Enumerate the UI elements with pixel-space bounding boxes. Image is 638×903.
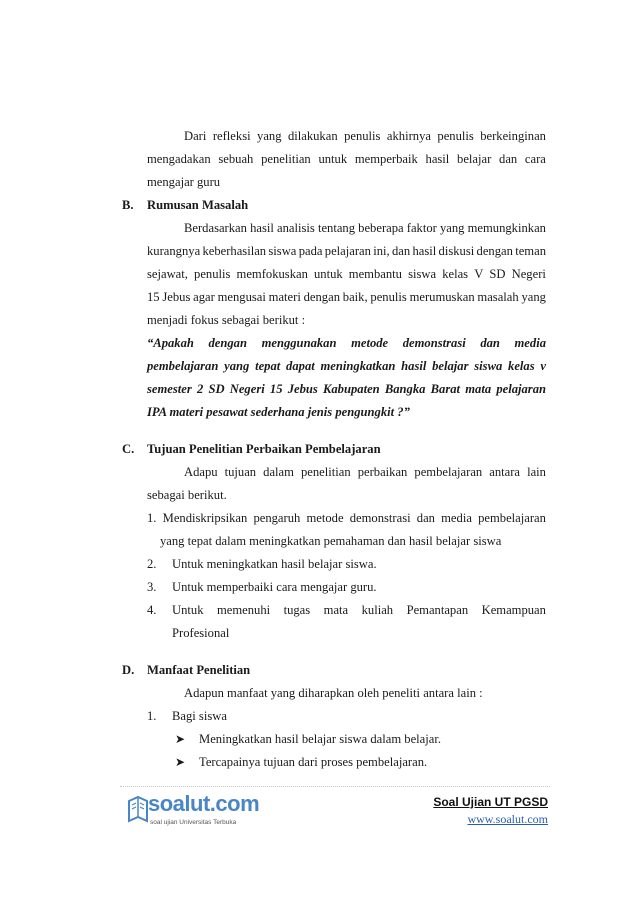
benefit-bullet-1: Meningkatkan hasil belajar siswa dalam belajar. (199, 732, 441, 746)
soalut-logo (126, 793, 276, 833)
word: dan (480, 336, 500, 350)
word: memungkinkan (467, 221, 546, 235)
word: Untuk (172, 603, 204, 617)
word: penulis (194, 267, 231, 281)
benefit-1-number: 1. (147, 709, 157, 723)
section-b-letter: B. (122, 198, 134, 212)
word: yang (224, 359, 250, 373)
word: kelas (442, 267, 469, 281)
word: Pemantapan (406, 603, 469, 617)
objective-4-number: 4. (147, 603, 157, 617)
word: pengaruh (253, 511, 301, 525)
word: mengadakan (147, 152, 211, 166)
word: Dari (184, 129, 207, 143)
word: pelajaran (324, 244, 371, 258)
word: v (540, 359, 546, 373)
word: teman (515, 244, 546, 258)
section-b-line1 (184, 220, 546, 236)
word: yang (521, 290, 546, 304)
word: penelitian (300, 465, 351, 479)
word: pada (298, 244, 323, 258)
word: 15 (147, 290, 160, 304)
word: penelitian (261, 152, 311, 166)
para1-line2 (147, 151, 546, 167)
word: Jebus (287, 382, 318, 396)
word: pembelajaran (147, 359, 219, 373)
word: lain (527, 465, 546, 479)
word: hasil (250, 221, 274, 235)
word: ini, (373, 244, 390, 258)
word: tentang (317, 221, 356, 235)
word: hasil (425, 152, 450, 166)
word: kelas (508, 359, 535, 373)
word: perbaikan (357, 465, 408, 479)
section-d-letter: D. (122, 663, 135, 677)
logo-tagline: soal ujian Universitas Terbuka (150, 819, 237, 826)
section-b-line4 (147, 289, 546, 305)
word: agar (193, 290, 215, 304)
word: akhirnya (386, 129, 431, 143)
footer-url-link[interactable]: www.soalut.com (467, 812, 548, 826)
objective-4-line2: Profesional (172, 626, 230, 640)
logo-wordmark: soalut.com (148, 791, 260, 816)
word: sejawat, (147, 267, 188, 281)
word: dengan (208, 336, 247, 350)
word: siswa (268, 244, 297, 258)
word: sebuah (218, 152, 254, 166)
benefit-bullet-2: Tercapainya tujuan dari proses pembelajaran. (199, 755, 428, 769)
word: media (441, 511, 472, 525)
word: tujuan (224, 465, 257, 479)
footer-title: Soal Ujian UT PGSD (433, 795, 548, 809)
section-c-line2: sebagai berikut. (147, 488, 227, 502)
word: siswa (408, 267, 437, 281)
word: V (474, 267, 484, 281)
objective-3-text: Untuk memperbaiki cara mengajar guru. (172, 580, 377, 594)
research-question-line2 (147, 358, 546, 374)
word: Negeri (229, 382, 265, 396)
research-question-line1 (147, 335, 546, 351)
word: tugas (283, 603, 311, 617)
word: Kabupaten (322, 382, 380, 396)
word: SD (489, 267, 506, 281)
word: semester (147, 382, 192, 396)
word: meningkatkan (320, 359, 396, 373)
word: “Apakah (147, 336, 194, 350)
word: beberapa (358, 221, 404, 235)
word: dapat (286, 359, 315, 373)
footer-divider (120, 786, 550, 787)
word: menggunakan (261, 336, 337, 350)
word: hasil (412, 244, 437, 258)
section-d-intro: Adapun manfaat yang diharapkan oleh peneliti antara lain : (184, 686, 483, 700)
word: baik, (342, 290, 368, 304)
arrow-bullet-icon: ➤ (175, 755, 186, 769)
word: metode (306, 511, 344, 525)
word: untuk (318, 152, 348, 166)
objective-1-line1 (147, 510, 546, 526)
word: pembelajaran (414, 465, 483, 479)
word: 1. (147, 511, 157, 525)
word: siswa (474, 359, 503, 373)
arrow-bullet-icon: ➤ (175, 732, 186, 746)
objective-1-line2: yang tepat dalam meningkatkan pemahaman dan hasil belajar siswa (160, 534, 502, 548)
word: dilakukan (287, 129, 338, 143)
word: Kemampuan (481, 603, 546, 617)
word: mengusai (217, 290, 266, 304)
word: memenuhi (216, 603, 271, 617)
word: antara (489, 465, 521, 479)
para1-line1 (184, 128, 546, 144)
word: SD (208, 382, 225, 396)
word: cara (524, 152, 546, 166)
word: belajar (432, 359, 469, 373)
word: belajar (457, 152, 492, 166)
word: penulis (370, 290, 407, 304)
word: Berdasarkan (184, 221, 247, 235)
word: untuk (314, 267, 343, 281)
word: Adapu (184, 465, 218, 479)
word: 15 (269, 382, 283, 396)
objective-2-text: Untuk meningkatkan hasil belajar siswa. (172, 557, 377, 571)
para1-line3: mengajar guru (147, 175, 221, 189)
word: pembelajaran (478, 511, 546, 525)
word: Negeri (511, 267, 546, 281)
word: penulis (437, 129, 474, 143)
objective-3-number: 3. (147, 580, 157, 594)
word: dalam (263, 465, 294, 479)
word: diskusi (438, 244, 475, 258)
word: berkeinginan (480, 129, 546, 143)
section-b-line5: menjadi fokus sebagai berikut : (147, 313, 306, 327)
objective-4-line1 (172, 602, 546, 618)
word: kuliah (361, 603, 394, 617)
word: dengan (476, 244, 513, 258)
word: Mendiskripsikan (162, 511, 248, 525)
word: yang (257, 129, 282, 143)
word: mata (465, 382, 492, 396)
section-b-line3 (147, 266, 546, 282)
section-c-title: Tujuan Penelitian Perbaikan Pembelajaran (147, 442, 381, 456)
word: dan (499, 152, 518, 166)
word: Barat (430, 382, 461, 396)
word: Bangka (384, 382, 426, 396)
word: faktor (406, 221, 437, 235)
word: refleksi (212, 129, 251, 143)
book-icon (126, 795, 150, 825)
word: demonstrasi (349, 511, 411, 525)
word: memperbaik (354, 152, 418, 166)
word: Jebus (162, 290, 191, 304)
word: yang (439, 221, 465, 235)
research-question-line3 (147, 381, 546, 397)
objective-2-number: 2. (147, 557, 157, 571)
word: membantu (348, 267, 402, 281)
word: kurangnya (147, 244, 201, 258)
word: analisis (277, 221, 315, 235)
section-c-letter: C. (122, 442, 135, 456)
word: mata (323, 603, 349, 617)
word: hasil (401, 359, 427, 373)
word: metode (351, 336, 389, 350)
word: tepat (255, 359, 281, 373)
section-b-title: Rumusan Masalah (147, 198, 249, 212)
word: pelajaran (496, 382, 546, 396)
word: materi (268, 290, 301, 304)
word: media (514, 336, 546, 350)
word: masalah (477, 290, 519, 304)
word: 2 (196, 382, 204, 396)
section-d-title: Manfaat Penelitian (147, 663, 251, 677)
benefit-1-label: Bagi siswa (172, 709, 227, 723)
word: demonstrasi (402, 336, 466, 350)
word: merumuskan (409, 290, 475, 304)
word: penulis (344, 129, 381, 143)
research-question-line4: IPA materi pesawat sederhana jenis pengungkit ?” (147, 405, 410, 419)
word: dan (416, 511, 435, 525)
word: memfokuskan (236, 267, 308, 281)
word: keberhasilan (202, 244, 267, 258)
word: dengan (303, 290, 340, 304)
word: dan (391, 244, 411, 258)
section-c-line1 (184, 464, 546, 480)
section-b-line2 (147, 243, 546, 259)
